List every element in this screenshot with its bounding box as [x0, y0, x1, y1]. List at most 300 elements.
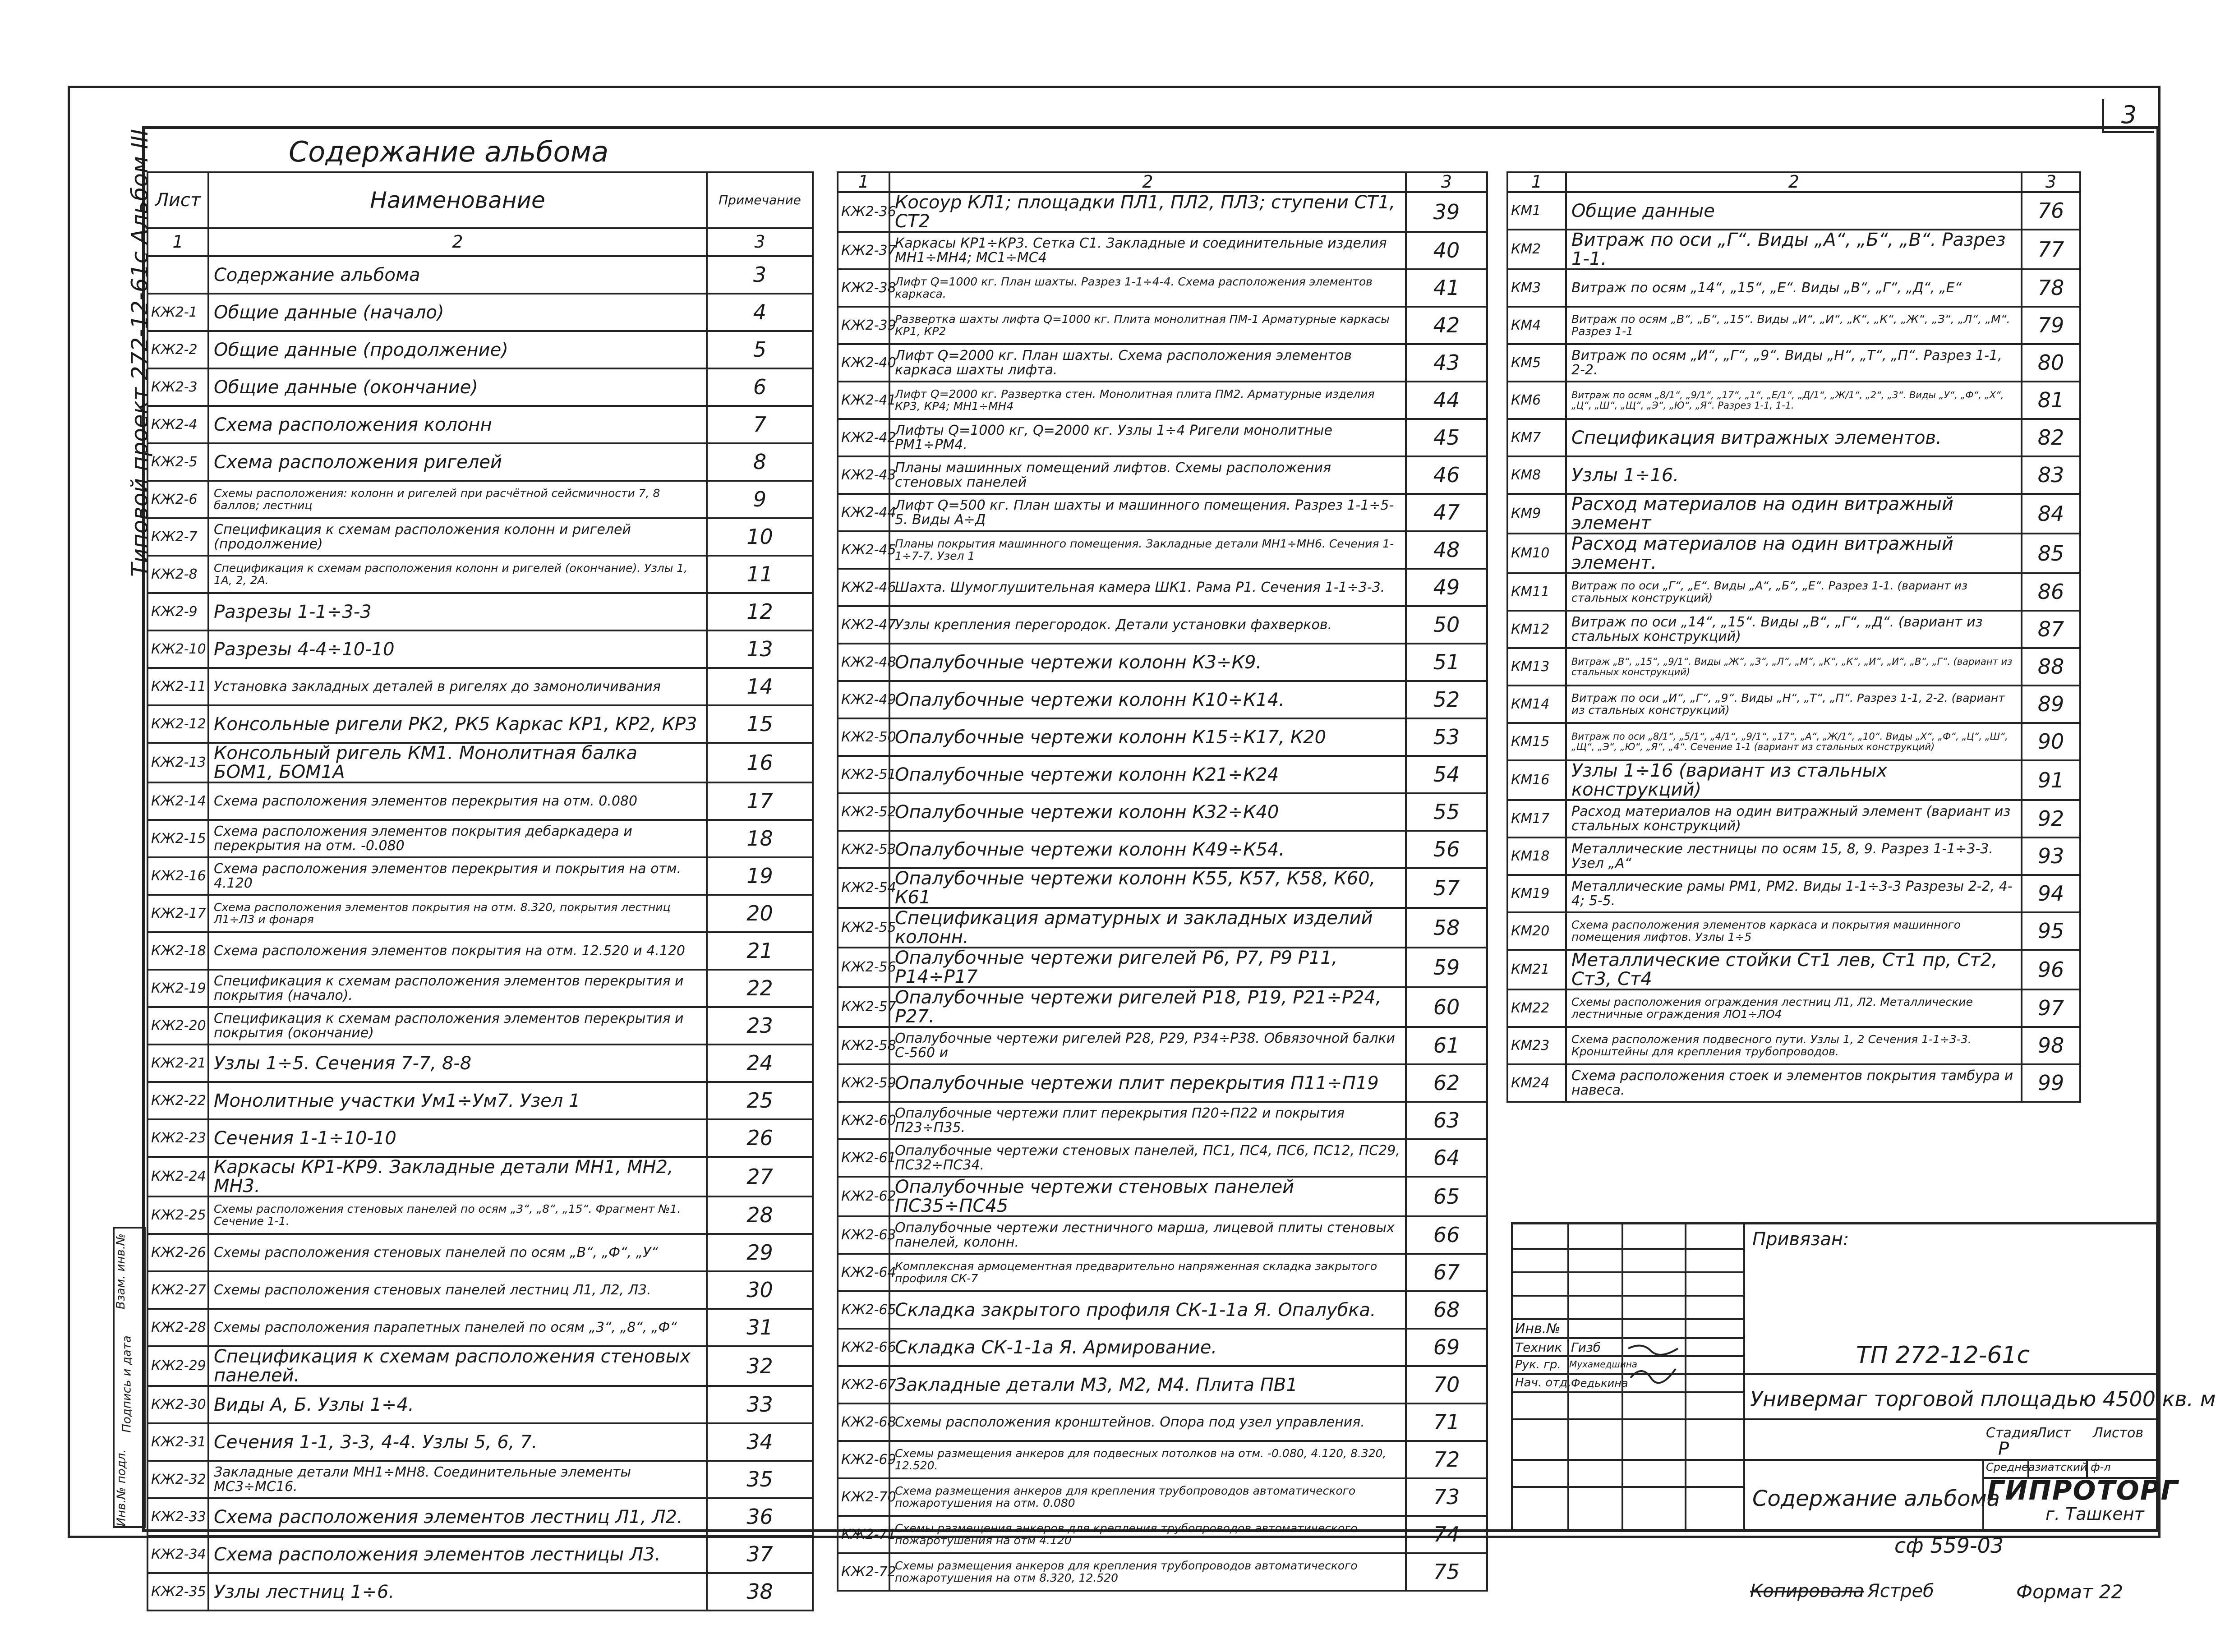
- row-code: КЖ2-12: [147, 705, 208, 743]
- row-code: КЖ2-30: [147, 1386, 208, 1423]
- row-page: 93: [2022, 838, 2080, 875]
- table-row: [147, 1573, 813, 1611]
- row-name: Опалубочные чертежи колонн К10÷К14.: [889, 681, 1406, 718]
- row-name: Схема расположения ригелей: [208, 443, 707, 481]
- row-code: КЖ2-18: [147, 932, 208, 970]
- row-code: КМ3: [1507, 269, 1566, 307]
- row-name: Опалубочные чертежи колонн К15÷К17, К20: [889, 718, 1406, 756]
- header-code: Лист: [147, 172, 208, 228]
- row-code: КЖ2-27: [147, 1271, 208, 1309]
- row-name: Шахта. Шумоглушительная камера ШК1. Рама Р1. Сечения 1-1÷3-3.: [889, 569, 1406, 606]
- table-row: [838, 987, 1487, 1027]
- row-name: Опалубочные чертежи колонн К49÷К54.: [889, 831, 1406, 868]
- table-row: [147, 857, 813, 895]
- row-code: КМ7: [1507, 419, 1566, 456]
- row-page: 47: [1406, 494, 1487, 531]
- index-1: 1: [838, 172, 889, 192]
- row-name: Витраж по осям „И“, „Г“, „9“. Виды „Н“, „Т“, „П“. Разрез 1-1, 2-2.: [1566, 344, 2022, 382]
- row-page: 63: [1406, 1102, 1487, 1139]
- row-code: КЖ2-24: [147, 1157, 208, 1196]
- copied-name: Ястреб: [1867, 1581, 1934, 1601]
- row-name: Схема расположения элементов лестницы Л3.: [208, 1536, 707, 1573]
- row-name: Сечения 1-1, 3-3, 4-4. Узлы 5, 6, 7.: [208, 1423, 707, 1461]
- table-row: [1507, 950, 2080, 989]
- row-name: Лифт Q=2000 кг. План шахты. Схема расположения элементов каркаса шахты лифта.: [889, 344, 1406, 382]
- row-code: КЖ2-65: [838, 1291, 889, 1329]
- table-row: [147, 556, 813, 593]
- table-row: [838, 1139, 1487, 1177]
- row-name: Схемы размещения анкеров для подвесных потолков на отм. -0.080, 4.120, 8.320, 12.520.: [889, 1441, 1406, 1478]
- row-code: КЖ2-45: [838, 531, 889, 569]
- row-page: 30: [707, 1271, 813, 1309]
- row-code: КМ13: [1507, 648, 1566, 686]
- table-row: [1507, 573, 2080, 611]
- row-page: 40: [1406, 232, 1487, 269]
- row-name: Виды А, Б. Узлы 1÷4.: [208, 1386, 707, 1423]
- row-name: Консольный ригель КМ1. Монолитная балка БОМ1, БОМ1А: [208, 743, 707, 782]
- row-code: КЖ2-55: [838, 908, 889, 948]
- table-row: [838, 1177, 1487, 1216]
- table-row: [838, 831, 1487, 868]
- role-2: Рук. гр.: [1515, 1358, 1561, 1371]
- row-name: Лифты Q=1000 кг, Q=2000 кг. Узлы 1÷4 Ригели монолитные РМ1÷РМ4.: [889, 419, 1406, 456]
- row-name: Складка СК-1-1а Я. Армирование.: [889, 1329, 1406, 1366]
- row-name: Схемы размещения анкеров для крепления трубопроводов автоматического пожаротушения на отм 8.320, 12.520: [889, 1553, 1406, 1591]
- row-page: 23: [707, 1007, 813, 1045]
- org-small: Среднеазиатский ф-л: [1986, 1461, 2111, 1473]
- row-code: КЖ2-64: [838, 1254, 889, 1291]
- row-page: 27: [707, 1157, 813, 1196]
- row-page: 89: [2022, 686, 2080, 723]
- row-code: КМ18: [1507, 838, 1566, 875]
- row-page: 5: [707, 331, 813, 368]
- row-page: 88: [2022, 648, 2080, 686]
- table-row: [147, 331, 813, 368]
- row-name: Витраж по оси „И“, „Г“, „9“. Виды „Н“, „Т“, „П“. Разрез 1-1, 2-2. (вариант из стальных конструкций): [1566, 686, 2022, 723]
- archive-code: сф 559-03: [1894, 1533, 2004, 1558]
- row-page: 9: [707, 481, 813, 518]
- row-page: 77: [2022, 230, 2080, 269]
- table-row: [838, 1553, 1487, 1591]
- row-name: Схемы расположения ограждения лестниц Л1, Л2. Металлические лестничные ограждения ЛО1÷ЛО4: [1566, 989, 2022, 1027]
- table-row: [838, 456, 1487, 494]
- table-row: [838, 1102, 1487, 1139]
- row-page: 51: [1406, 644, 1487, 681]
- row-code: КЖ2-14: [147, 782, 208, 820]
- row-code: КМ21: [1507, 950, 1566, 989]
- signature-mark: [1624, 1339, 1685, 1394]
- row-code: КЖ2-52: [838, 793, 889, 831]
- row-page: 56: [1406, 831, 1487, 868]
- row-code: КМ6: [1507, 382, 1566, 419]
- row-page: 60: [1406, 987, 1487, 1027]
- row-name: Витраж „В“, „15“, „9/1“. Виды „Ж“, „З“, „Л“, „М“, „К“, „К“, „И“, „И“, „В“, „Г“. (вариант из стальных конструкций): [1566, 648, 2022, 686]
- row-code: КМ9: [1507, 494, 1566, 534]
- row-page: 35: [707, 1461, 813, 1498]
- row-code: КЖ2-4: [147, 406, 208, 443]
- table-row: [147, 593, 813, 630]
- row-page: 26: [707, 1119, 813, 1157]
- contents-table-3: [1506, 171, 2081, 1103]
- row-page: 48: [1406, 531, 1487, 569]
- row-name: Складка закрытого профиля СК-1-1а Я. Опалубка.: [889, 1291, 1406, 1329]
- table-row: [1507, 800, 2080, 838]
- row-name: Опалубочные чертежи колонн К3÷К9.: [889, 644, 1406, 681]
- table-row: [147, 1346, 813, 1386]
- table-row: [147, 630, 813, 668]
- row-code: КЖ2-16: [147, 857, 208, 895]
- stage-header-2: Лист: [2036, 1425, 2071, 1441]
- stage-header-1: Стадия: [1986, 1425, 2038, 1441]
- row-code: КМ15: [1507, 723, 1566, 760]
- row-name: Установка закладных деталей в ригелях до замоноличивания: [208, 668, 707, 705]
- row-name: Узлы 1÷16.: [1566, 456, 2022, 494]
- row-name: Общие данные (начало): [208, 294, 707, 331]
- row-code: КЖ2-56: [838, 948, 889, 987]
- table-row: [838, 269, 1487, 307]
- row-name: Схема расположения элементов каркаса и покрытия машинного помещения лифтов. Узлы 1÷5: [1566, 912, 2022, 950]
- row-name: Спецификация к схемам расположения стеновых панелей.: [208, 1346, 707, 1386]
- row-page: 67: [1406, 1254, 1487, 1291]
- table-row: [147, 1536, 813, 1573]
- row-name: Опалубочные чертежи ригелей Р28, Р29, Р34÷Р38. Обвязочной балки С-560 и: [889, 1027, 1406, 1064]
- table-row: [838, 644, 1487, 681]
- row-page: 62: [1406, 1064, 1487, 1102]
- row-name: Витраж по осям „В“, „Б“, „15“. Виды „И“, „И“, „К“, „К“, „Ж“, „З“, „Л“, „М“. Разрез 1-1: [1566, 307, 2022, 344]
- table-row: [1507, 192, 2080, 230]
- row-page: 50: [1406, 606, 1487, 644]
- project-code: ТП 272-12-61с: [1856, 1342, 2030, 1369]
- row-page: 65: [1406, 1177, 1487, 1216]
- row-code: КЖ2-28: [147, 1309, 208, 1346]
- table-row: [147, 668, 813, 705]
- row-name: Спецификация к схемам расположения элементов перекрытия и покрытия (окончание): [208, 1007, 707, 1045]
- row-name: Узлы 1÷5. Сечения 7-7, 8-8: [208, 1045, 707, 1082]
- role-1-name: Гизб: [1571, 1340, 1601, 1355]
- row-code: КЖ2-62: [838, 1177, 889, 1216]
- row-page: 73: [1406, 1478, 1487, 1516]
- row-page: 94: [2022, 875, 2080, 912]
- row-code: КЖ2-43: [838, 456, 889, 494]
- table-row: [147, 1119, 813, 1157]
- row-code: КМ2: [1507, 230, 1566, 269]
- row-page: 55: [1406, 793, 1487, 831]
- table-row: [1507, 534, 2080, 573]
- row-page: 98: [2022, 1027, 2080, 1064]
- row-page: 90: [2022, 723, 2080, 760]
- row-code: КМ12: [1507, 611, 1566, 648]
- row-page: 36: [707, 1498, 813, 1536]
- row-page: 59: [1406, 948, 1487, 987]
- row-page: 76: [2022, 192, 2080, 230]
- format-label: Формат 22: [2016, 1581, 2124, 1603]
- copied-label: Копировала: [1750, 1581, 1865, 1601]
- row-code: КЖ2-47: [838, 606, 889, 644]
- row-page: 45: [1406, 419, 1487, 456]
- row-page: 46: [1406, 456, 1487, 494]
- row-code: КЖ2-49: [838, 681, 889, 718]
- stamp-replace: Взам. инв.№: [114, 1233, 128, 1310]
- table-row: [147, 970, 813, 1007]
- row-name: Опалубочные чертежи стеновых панелей, ПС1, ПС4, ПС6, ПС12, ПС29, ПС32÷ПС34.: [889, 1139, 1406, 1177]
- row-page: 68: [1406, 1291, 1487, 1329]
- row-code: КЖ2-15: [147, 820, 208, 857]
- index-2: 2: [889, 172, 1406, 192]
- row-code: КЖ2-20: [147, 1007, 208, 1045]
- row-name: Схемы расположения стеновых панелей по осям „3“, „8“, „15“. Фрагмент №1. Сечение 1-1.: [208, 1196, 707, 1234]
- row-page: 52: [1406, 681, 1487, 718]
- table-row: [147, 1196, 813, 1234]
- table-row: [1507, 611, 2080, 648]
- row-code: КЖ2-46: [838, 569, 889, 606]
- row-name: Витраж по оси „8/1“, „5/1“, „4/1“, „9/1“, „17“, „А“, „Ж/1“, „10“. Виды „Х“, „Ф“, „Ц“, „Ш“, „Щ“, „Э“, „Ю“, „Я“, „4“. Сечение 1-1 (вариант из стальных конструкций): [1566, 723, 2022, 760]
- table-row: [1507, 686, 2080, 723]
- row-name: Металлические стойки Ст1 лев, Ст1 пр, Ст2, Ст3, Ст4: [1566, 950, 2022, 989]
- table-row: [838, 606, 1487, 644]
- table-row: [838, 1291, 1487, 1329]
- row-name: Сечения 1-1÷10-10: [208, 1119, 707, 1157]
- row-name: Витраж по оси „Г“, „Е“. Виды „А“, „Б“, „Е“. Разрез 1-1. (вариант из стальных конструкций): [1566, 573, 2022, 611]
- index-2: 2: [208, 228, 707, 256]
- row-code: КЖ2-63: [838, 1216, 889, 1254]
- row-code: КЖ2-58: [838, 1027, 889, 1064]
- row-name: Схема расположения элементов покрытия на отм. 8.320, покрытия лестниц Л1÷Л3 и фонаря: [208, 895, 707, 932]
- row-name: Каркасы КР1-КР9. Закладные детали МН1, МН2, МН3.: [208, 1157, 707, 1196]
- row-page: 16: [707, 743, 813, 782]
- role-3-name: Федькина: [1571, 1377, 1628, 1390]
- row-name: Схема расположения элементов лестниц Л1, Л2.: [208, 1498, 707, 1536]
- row-page: 92: [2022, 800, 2080, 838]
- table-row: [838, 1254, 1487, 1291]
- table-row: [147, 705, 813, 743]
- row-page: 58: [1406, 908, 1487, 948]
- table-row: [1507, 723, 2080, 760]
- table-row: [1507, 307, 2080, 344]
- table-row: [1507, 875, 2080, 912]
- row-code: КМ10: [1507, 534, 1566, 573]
- table-row: [1507, 494, 2080, 534]
- row-code: КЖ2-7: [147, 518, 208, 556]
- row-name: Спецификация к схемам расположения элементов перекрытия и покрытия (начало).: [208, 970, 707, 1007]
- row-page: 31: [707, 1309, 813, 1346]
- row-page: 39: [1406, 192, 1487, 232]
- row-name: Общие данные: [1566, 192, 2022, 230]
- row-name: Схема расположения элементов покрытия дебаркадера и перекрытия на отм. -0.080: [208, 820, 707, 857]
- row-page: 22: [707, 970, 813, 1007]
- row-code: КЖ2-72: [838, 1553, 889, 1591]
- table-row: [147, 481, 813, 518]
- row-code: КЖ2-39: [838, 307, 889, 344]
- row-page: 87: [2022, 611, 2080, 648]
- row-page: 54: [1406, 756, 1487, 793]
- index-3: 3: [1406, 172, 1487, 192]
- row-code: КЖ2-3: [147, 368, 208, 406]
- index-2: 2: [1566, 172, 2022, 192]
- table-row: [1507, 419, 2080, 456]
- table-row: [147, 1007, 813, 1045]
- row-code: КЖ2-48: [838, 644, 889, 681]
- table-row: [1507, 648, 2080, 686]
- row-name: Опалубочные чертежи колонн К21÷К24: [889, 756, 1406, 793]
- row-page: 3: [707, 256, 813, 294]
- row-name: Косоур КЛ1; площадки ПЛ1, ПЛ2, ПЛ3; ступени СТ1, СТ2: [889, 192, 1406, 232]
- row-code: КЖ2-51: [838, 756, 889, 793]
- row-code: КЖ2-44: [838, 494, 889, 531]
- row-code: КЖ2-11: [147, 668, 208, 705]
- row-name: Схемы расположения стеновых панелей лестниц Л1, Л2, Л3.: [208, 1271, 707, 1309]
- row-page: 53: [1406, 718, 1487, 756]
- table-row: [838, 948, 1487, 987]
- row-code: КЖ2-25: [147, 1196, 208, 1234]
- row-page: 17: [707, 782, 813, 820]
- row-code: КЖ2-6: [147, 481, 208, 518]
- row-name: Схема размещения анкеров для крепления трубопроводов автоматического пожаротушения на отм. 0.080: [889, 1478, 1406, 1516]
- row-name: Схемы расположения стеновых панелей по осям „В“, „Ф“, „У“: [208, 1234, 707, 1271]
- row-code: КМ1: [1507, 192, 1566, 230]
- row-name: Узлы крепления перегородок. Детали установки фахверков.: [889, 606, 1406, 644]
- table-row: [1507, 989, 2080, 1027]
- row-code: КЖ2-67: [838, 1366, 889, 1404]
- row-page: 44: [1406, 382, 1487, 419]
- row-page: 25: [707, 1082, 813, 1119]
- row-name: Спецификация витражных элементов.: [1566, 419, 2022, 456]
- row-page: 18: [707, 820, 813, 857]
- row-page: 84: [2022, 494, 2080, 534]
- title-block: [1511, 1222, 2216, 1531]
- row-code: КЖ2-34: [147, 1536, 208, 1573]
- row-page: 11: [707, 556, 813, 593]
- role-2-name: Мухамедшина: [1569, 1359, 1638, 1370]
- row-name: Металлические лестницы по осям 15, 8, 9. Разрез 1-1÷3-3. Узел „А“: [1566, 838, 2022, 875]
- inv-label: Инв.№: [1515, 1321, 1561, 1337]
- table-row: [147, 1461, 813, 1498]
- row-code: КЖ2-19: [147, 970, 208, 1007]
- row-page: 28: [707, 1196, 813, 1234]
- row-page: 99: [2022, 1064, 2080, 1102]
- row-name: Лифт Q=2000 кг. Развертка стен. Монолитная плита ПМ2. Арматурные изделия КР3, КР4; МН1÷МН4: [889, 382, 1406, 419]
- index-3: 3: [707, 228, 813, 256]
- table-row: [838, 1516, 1487, 1553]
- row-code: КЖ2-37: [838, 232, 889, 269]
- row-code: КЖ2-1: [147, 294, 208, 331]
- table-row: [1507, 838, 2080, 875]
- row-name: Схема расположения стоек и элементов покрытия тамбура и навеса.: [1566, 1064, 2022, 1102]
- row-name: Разрезы 1-1÷3-3: [208, 593, 707, 630]
- table-row: [147, 518, 813, 556]
- row-page: 96: [2022, 950, 2080, 989]
- row-name: Витраж по оси „14“, „15“. Виды „В“, „Г“, „Д“. (вариант из стальных конструкций): [1566, 611, 2022, 648]
- row-code: КЖ2-61: [838, 1139, 889, 1177]
- row-code: КЖ2-40: [838, 344, 889, 382]
- row-code: КМ16: [1507, 760, 1566, 800]
- row-page: 33: [707, 1386, 813, 1423]
- sheet-number: 3: [2121, 101, 2137, 129]
- row-code: КМ23: [1507, 1027, 1566, 1064]
- row-page: 86: [2022, 573, 2080, 611]
- row-page: 13: [707, 630, 813, 668]
- row-page: 21: [707, 932, 813, 970]
- stamp-strip: [113, 1227, 146, 1528]
- row-code: КЖ2-21: [147, 1045, 208, 1082]
- row-name: Планы покрытия машинного помещения. Закладные детали МН1÷МН6. Сечения 1-1÷7-7. Узел 1: [889, 531, 1406, 569]
- row-page: 20: [707, 895, 813, 932]
- row-name: Схема расположения элементов перекрытия на отм. 0.080: [208, 782, 707, 820]
- stage-header-3: Листов: [2093, 1425, 2144, 1441]
- table-row: [838, 908, 1487, 948]
- row-page: 80: [2022, 344, 2080, 382]
- row-name: Закладные детали МН1÷МН8. Соединительные элементы МС3÷МС16.: [208, 1461, 707, 1498]
- table-row: [838, 232, 1487, 269]
- row-page: 10: [707, 518, 813, 556]
- row-name: Спецификация арматурных и закладных изделий колонн.: [889, 908, 1406, 948]
- header-note: Примечание: [707, 172, 813, 228]
- row-page: 91: [2022, 760, 2080, 800]
- sheet-name: Содержание альбома: [1752, 1486, 2000, 1511]
- row-code: КМ4: [1507, 307, 1566, 344]
- row-page: 69: [1406, 1329, 1487, 1366]
- table-row: [838, 1478, 1487, 1516]
- row-page: 37: [707, 1536, 813, 1573]
- table-row: [838, 1366, 1487, 1404]
- row-name: Планы машинных помещений лифтов. Схемы расположения стеновых панелей: [889, 456, 1406, 494]
- row-code: КМ19: [1507, 875, 1566, 912]
- table-row: [1507, 269, 2080, 307]
- header-name: Наименование: [208, 172, 707, 228]
- table-row: [838, 192, 1487, 232]
- table-row: [838, 1404, 1487, 1441]
- table-row: [1507, 760, 2080, 800]
- table-row: [147, 743, 813, 782]
- row-name: Узлы 1÷16 (вариант из стальных конструкций): [1566, 760, 2022, 800]
- table-row: [838, 419, 1487, 456]
- row-code: КЖ2-60: [838, 1102, 889, 1139]
- row-name: Развертка шахты лифта Q=1000 кг. Плита монолитная ПМ-1 Арматурные каркасы КР1, КР2: [889, 307, 1406, 344]
- sheet-number-box: [2102, 99, 2154, 133]
- table-row: [147, 932, 813, 970]
- table-row: [147, 1386, 813, 1423]
- row-name: Схемы расположения: колонн и ригелей при расчётной сейсмичности 7, 8 баллов; лестниц: [208, 481, 707, 518]
- row-code: КЖ2-57: [838, 987, 889, 1027]
- table-row: [838, 1064, 1487, 1102]
- row-code: [147, 256, 208, 294]
- table-row: [1507, 1027, 2080, 1064]
- row-name: Металлические рамы РМ1, РМ2. Виды 1-1÷3-3 Разрезы 2-2, 4-4; 5-5.: [1566, 875, 2022, 912]
- row-page: 81: [2022, 382, 2080, 419]
- row-name: Схемы расположения кронштейнов. Опора под узел управления.: [889, 1404, 1406, 1441]
- bound-label: Привязан:: [1752, 1229, 1849, 1250]
- row-code: КЖ2-35: [147, 1573, 208, 1611]
- row-page: 8: [707, 443, 813, 481]
- row-page: 71: [1406, 1404, 1487, 1441]
- row-code: КМ5: [1507, 344, 1566, 382]
- row-page: 72: [1406, 1441, 1487, 1478]
- row-page: 64: [1406, 1139, 1487, 1177]
- row-name: Монолитные участки Ум1÷Ум7. Узел 1: [208, 1082, 707, 1119]
- table-row: [147, 782, 813, 820]
- row-code: КЖ2-66: [838, 1329, 889, 1366]
- table-row: [838, 756, 1487, 793]
- table-row: [1507, 456, 2080, 494]
- table-row: [838, 531, 1487, 569]
- table-row: [147, 1309, 813, 1346]
- row-name: Опалубочные чертежи стеновых панелей ПС35÷ПС45: [889, 1177, 1406, 1216]
- table-row: [147, 1271, 813, 1309]
- row-name: Каркасы КР1÷КР3. Сетка С1. Закладные и соединительные изделия МН1÷МН4; МС1÷МС4: [889, 232, 1406, 269]
- row-page: 34: [707, 1423, 813, 1461]
- index-3: 3: [2022, 172, 2080, 192]
- row-name: Консольные ригели РК2, РК5 Каркас КР1, КР2, КР3: [208, 705, 707, 743]
- org-name: ГИПРОТОРГ: [1987, 1475, 2179, 1506]
